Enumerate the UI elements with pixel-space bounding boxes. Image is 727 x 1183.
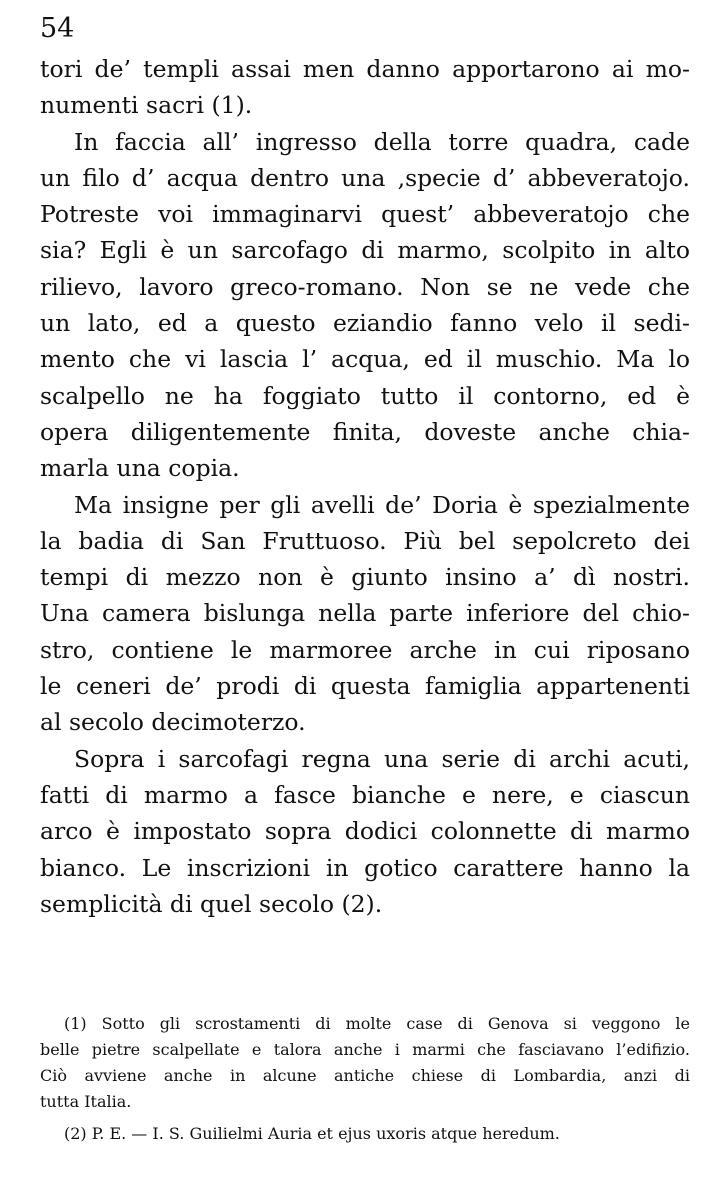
text-line: numenti sacri (1). <box>40 91 253 120</box>
text-line: la badia di San Fruttuoso. Più bel sepolcreto dei <box>40 526 690 555</box>
footnote-line: Ciò avviene anche in alcune antiche chiese di Lombardia, anzi di <box>40 1066 690 1085</box>
footnote-line: (2) P. E. — I. S. Guilielmi Auria et ejus uxoris atque heredum. <box>64 1124 560 1143</box>
footnotes <box>40 1011 690 1147</box>
text-line: Una camera bislunga nella parte inferiore del chio- <box>40 599 690 628</box>
footnote-line: tutta Italia. <box>40 1092 132 1111</box>
text-line: semplicità di quel secolo (2). <box>40 889 383 918</box>
text-line: stro, contiene le marmoree arche in cui riposano <box>40 635 690 664</box>
body-text <box>40 51 690 922</box>
footnote-line: (1) Sotto gli scrostamenti di molte case di Genova si veggono le <box>64 1014 690 1033</box>
footnote-line: belle pietre scalpellate e talora anche i marmi che fasciavano l’edifizio. <box>40 1040 690 1059</box>
text-line: mento che vi lascia l’ acqua, ed il muschio. Ma lo <box>40 345 690 374</box>
page-number: 54 <box>40 13 75 44</box>
text-line: tori de’ templi assai men danno apportarono ai mo- <box>40 55 690 83</box>
footnote <box>40 1121 690 1147</box>
text-line: arco è impostato sopra dodici colonnette di marmo <box>40 817 690 846</box>
text-line: al secolo decimoterzo. <box>40 708 306 737</box>
text-line: tempi di mezzo non è giunto insino a’ dì nostri. <box>40 563 690 592</box>
text-line: opera diligentemente finita, doveste anche chia- <box>40 417 690 446</box>
text-line: un filo d’ acqua dentro una ,specie d’ abbeveratojo. <box>40 163 690 192</box>
text-line: un lato, ed a questo eziandio fanno velo il sedi- <box>40 309 690 338</box>
text-line: rilievo, lavoro greco-romano. Non se ne vede che <box>40 272 690 301</box>
footnote <box>40 1011 690 1115</box>
text-line: Potreste voi immaginarvi quest’ abbeveratojo che <box>40 200 690 229</box>
text-line: bianco. Le inscrizioni in gotico carattere hanno la <box>40 853 690 882</box>
text-line: scalpello ne ha foggiato tutto il contorno, ed è <box>40 381 690 410</box>
text-line: Sopra i sarcofagi regna una serie di archi acuti, <box>74 744 690 773</box>
text-line: le ceneri de’ prodi di questa famiglia appartenenti <box>40 672 690 701</box>
text-line: fatti di marmo a fasce bianche e nere, e ciascun <box>40 780 690 809</box>
text-line: Ma insigne per gli avelli de’ Doria è spezialmente <box>74 490 690 519</box>
text-line: sia? Egli è un sarcofago di marmo, scolpito in alto <box>40 236 690 265</box>
text-line: In faccia all’ ingresso della torre quadra, cade <box>74 127 690 156</box>
text-line: marla una copia. <box>40 454 240 483</box>
